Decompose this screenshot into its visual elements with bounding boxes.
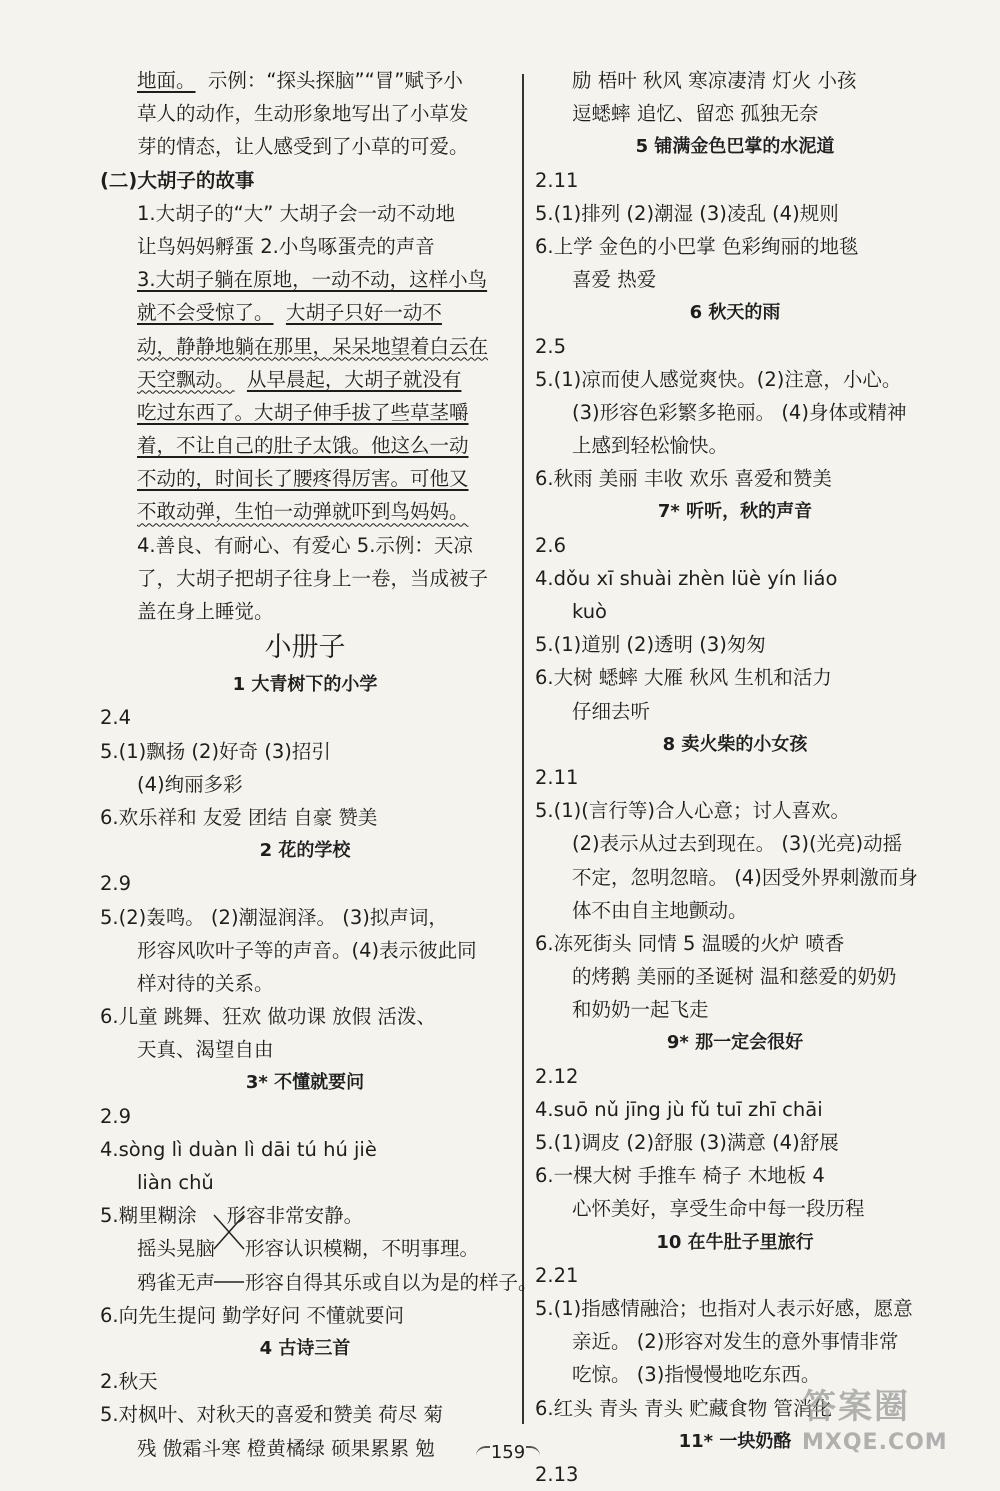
answer-line: 样对待的关系。 — [137, 971, 274, 995]
answer-line: 和奶奶一起飞走 — [572, 998, 709, 1022]
watermark-logo-text: 答案圈 — [802, 1387, 910, 1427]
answer-line: 6.儿童 跳舞、狂欢 做功课 放假 活泼、 — [100, 1005, 436, 1029]
answer-line: 形容风吹叶子等的声音。(4)表示彼此同 — [137, 938, 477, 962]
booklet-title: 小册子 — [264, 632, 346, 664]
answer-line: 2.6 — [535, 533, 567, 557]
answer-line: 6.向先生提问 勤学好问 不懂就要问 — [100, 1303, 405, 1327]
answer-line: 体不由自主地颤动。 — [572, 898, 748, 922]
answer-line: liàn chǔ — [137, 1171, 214, 1194]
answer-line: 吃过东西了。大胡子伸手拔了些草茎嚼 — [137, 400, 469, 424]
answer-line: 残 傲霜斗寒 橙黄橘绿 硕果累累 勉 — [137, 1436, 435, 1460]
watermark — [802, 1379, 992, 1465]
answer-line: 2.5 — [535, 334, 567, 358]
answer-line: 让鸟妈妈孵蛋 2.小鸟啄蛋壳的声音 — [137, 234, 435, 258]
matching-lines — [188, 1199, 248, 1299]
answer-line: 6.欢乐祥和 友爱 团结 自豪 赞美 — [100, 805, 378, 829]
answer-line: 不动的，时间长了腰疼得厉害。可他又 — [137, 467, 469, 491]
answer-line: 6.大树 蟋蟀 大雁 秋风 生机和活力 — [535, 666, 832, 690]
answer-line: 不定，忽明忽暗。 (4)因受外界刺激而身 — [572, 865, 918, 889]
answer-line: 盖在身上睡觉。 — [137, 600, 274, 623]
answer-line: 不敢动弹，生怕一动弹就吓到鸟妈妈。 — [137, 500, 469, 524]
answer-line: 6.红头 青头 青头 贮藏食物 管消化 — [535, 1396, 832, 1420]
lesson-heading: 3* 不懂就要问 — [245, 1072, 365, 1094]
answer-line: 2.13 — [535, 1462, 579, 1486]
column-divider — [522, 74, 524, 1424]
right-column — [535, 64, 935, 1491]
lesson-heading: 6 秋天的雨 — [689, 302, 781, 324]
answer-line: 4.dǒu xī shuài zhèn lüè yín liáo — [535, 566, 838, 590]
answer-line: 草人的动作，生动形象地写出了小草发 — [137, 102, 469, 126]
answer-line: 6.一棵大树 手推车 椅子 木地板 4 — [535, 1164, 825, 1188]
answer-line: (4)绚丽多彩 — [137, 772, 243, 796]
answer-line: 喜爱 热爱 — [572, 268, 657, 292]
answer-line: 5.(1)飘扬 (2)好奇 (3)招引 — [100, 739, 331, 763]
section-title: (二)大胡子的故事 — [100, 168, 255, 192]
lesson-heading: 8 卖火柴的小女孩 — [662, 733, 808, 755]
answer-line: 1.大胡子的“大” 大胡子会一动不动地 — [137, 201, 456, 225]
answer-line: 2.9 — [100, 872, 132, 896]
answer-line: 2.11 — [535, 168, 579, 192]
matching-exercise — [100, 1199, 538, 1299]
answer-line: (2)表示从过去到现在。 (3)(光亮)动摇 — [572, 832, 903, 856]
answer-line: 5.(1)调皮 (2)舒服 (3)满意 (4)舒展 — [535, 1131, 839, 1154]
answer-line: 芽的情态，让人感受到了小草的可爱。 — [137, 135, 469, 159]
lesson-heading: 10 在牛肚子里旅行 — [656, 1231, 814, 1253]
answer-line: 就不会受惊了。 大胡子只好一动不 — [137, 301, 442, 325]
ornament-left-icon — [476, 1446, 490, 1458]
answer-line: 着，不让自己的肚子太饿。他这么一动 — [137, 434, 469, 458]
lesson-heading: 9* 那一定会很好 — [666, 1032, 804, 1054]
watermark-url: MXQE.COM — [802, 1430, 948, 1455]
left-column — [100, 64, 538, 1465]
answer-line: 动，静静地躺在那里，呆呆地望着白云在 — [137, 334, 489, 358]
answer-line: 亲近。 (2)形容对发生的意外事情非常 — [572, 1330, 899, 1354]
page-number: 159 — [478, 1440, 538, 1466]
answer-line: 2.9 — [100, 1104, 132, 1128]
answer-line: 2.12 — [535, 1064, 579, 1088]
answer-line: 2.4 — [100, 706, 132, 730]
lesson-heading: 7* 听听，秋的声音 — [657, 501, 813, 523]
answer-line: 了，大胡子把胡子往身上一卷，当成被子 — [137, 566, 489, 590]
answer-line: 6.冻死街头 同情 5 温暖的火炉 喷香 — [535, 931, 845, 955]
answer-line: 摇头晃脑 形容认识模糊，不明事理。 — [137, 1237, 480, 1261]
answer-line: 5.(2)轰鸣。 (2)潮湿润泽。 (3)拟声词， — [100, 905, 448, 929]
answer-line: 4.suō nǔ jīng jù fǔ tuī zhī chāi — [535, 1097, 823, 1121]
answer-line: 4.sòng lì duàn lì dāi tú hú jiè — [100, 1137, 377, 1161]
answer-line: 吃惊。 (3)指慢慢地吃东西。 — [572, 1363, 821, 1387]
answer-line: 鸦雀无声 形容自得其乐或自以为是的样子。 — [137, 1270, 538, 1294]
answer-line: 天真、渴望自由 — [137, 1038, 274, 1062]
answer-line: 5.(1)指感情融洽；也指对人表示好感，愿意 — [535, 1296, 913, 1320]
answer-line: 5.(1)排列 (2)潮湿 (3)凌乱 (4)规则 — [535, 201, 839, 225]
answer-line: 天空飘动。 从早晨起，大胡子就没有 — [137, 367, 462, 391]
answer-line: 仔细去听 — [572, 699, 651, 723]
answer-line: kuò — [572, 600, 607, 623]
answer-line: (3)形容色彩繁多艳丽。 (4)身体或精神 — [572, 400, 907, 424]
answer-line: 2.秋天 — [100, 1370, 158, 1394]
answer-line: 2.11 — [535, 765, 579, 789]
answer-line: 逗蟋蟀 追忆、留恋 孤独无奈 — [572, 102, 819, 126]
answer-line: 地面。 示例：“探头探脑”“冒”赋予小 — [137, 69, 463, 92]
ornament-right-icon — [526, 1446, 540, 1458]
answer-line: 4.善良、有耐心、有爱心 5.示例：天凉 — [137, 533, 473, 557]
answer-line: 3.大胡子躺在原地，一动不动，这样小鸟 — [137, 268, 488, 292]
answer-line: 6.秋雨 美丽 丰收 欢乐 喜爱和赞美 — [535, 467, 832, 491]
answer-line: 励 梧叶 秋风 寒凉凄清 灯火 小孩 — [572, 69, 857, 92]
lesson-heading: 11* 一块奶酪 — [678, 1430, 792, 1452]
lesson-heading: 5 铺满金色巴掌的水泥道 — [635, 136, 835, 158]
answer-line: 5.(1)(言行等)合人心意；讨人喜欢。 — [535, 799, 850, 823]
answer-line: 的烤鹅 美丽的圣诞树 温和慈爱的奶奶 — [572, 965, 897, 989]
lesson-heading: 2 花的学校 — [259, 840, 351, 862]
answer-line: 5.(1)道别 (2)透明 (3)匆匆 — [535, 633, 766, 657]
answer-line: 2.21 — [535, 1263, 579, 1287]
lesson-heading: 4 古诗三首 — [259, 1337, 351, 1359]
answer-line: 5.糊里糊涂 形容非常安静。 — [100, 1204, 364, 1228]
answer-line: 心怀美好，享受生命中每一段历程 — [572, 1197, 865, 1221]
answer-line: 6.上学 金色的小巴掌 色彩绚丽的地毯 — [535, 234, 859, 258]
answer-line: 上感到轻松愉快。 — [572, 434, 729, 458]
lesson-heading: 1 大青树下的小学 — [232, 674, 378, 696]
answer-line: 5.对枫叶、对秋天的喜爱和赞美 荷尽 菊 — [100, 1403, 444, 1427]
answer-line: 5.(1)凉而使人感觉爽快。(2)注意，小心。 — [535, 367, 902, 391]
